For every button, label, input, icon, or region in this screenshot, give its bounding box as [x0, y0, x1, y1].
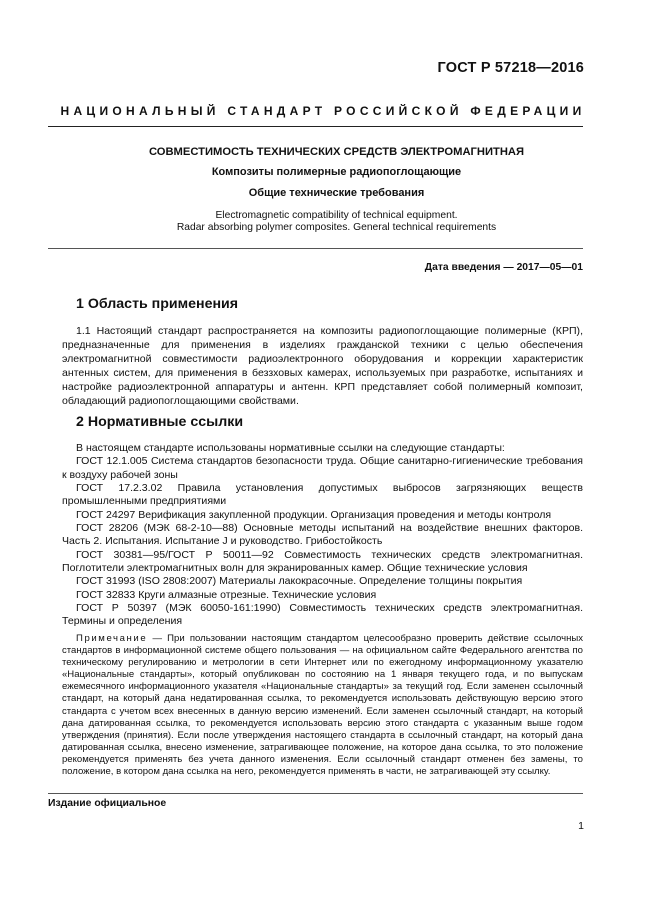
divider: [48, 248, 583, 249]
reference-item: ГОСТ 17.2.3.02 Правила установления допустимых выбросов загрязняющих веществ промышленными предприятиями: [62, 482, 583, 508]
standard-subtitle: Композиты полимерные радиопоглощающие: [211, 166, 462, 178]
reference-item: ГОСТ 24297 Верификация закупленной продукции. Организация проведения и методы контроля: [76, 508, 552, 521]
reference-item: ГОСТ 28206 (МЭК 68-2-10—88) Основные методы испытаний на воздействие внешних факторов. Часть 2. Испытания. Испытание J и руководство. Грибостойкость: [62, 522, 583, 548]
reference-item: ГОСТ 12.1.005 Система стандартов безопасности труда. Общие санитарно-гигиенические требования к воздуху рабочей зоны: [62, 455, 583, 481]
section-2-heading: 2 Нормативные ссылки: [76, 414, 244, 430]
standard-title: СОВМЕСТИМОСТЬ ТЕХНИЧЕСКИХ СРЕДСТВ ЭЛЕКТРОМАГНИТНАЯ: [148, 146, 525, 158]
english-title-line-1: Electromagnetic compatibility of technical equipment.: [215, 210, 458, 221]
introduction-date: Дата введения — 2017—05—01: [424, 262, 583, 273]
note-label: Примечание: [76, 633, 148, 644]
section-1-paragraph: 1.1 Настоящий стандарт распространяется на композиты радиопоглощающие полимерные (КРП), предназначенные для применения в изделиях гражданской техники с целью обеспечения электромагнитной совместимости радиоэлектронного оборудования и коррекции характеристик антенных систем, для применения в беззховых камерах, используемых при разработке, испытаниях и настройке радиоэлектронной аппаратуры и антенн. КРП представляет собой полимерный композит, обладающий радиопоглощающими свойствами.: [62, 325, 583, 407]
reference-item: ГОСТ 30381—95/ГОСТ Р 50011—92 Совместимость технических средств электромагнитная. Поглотители электромагнитных волн для экранированных камер. Общие технические условия: [62, 548, 583, 575]
divider: [48, 126, 583, 127]
normative-references-list: [62, 442, 583, 629]
document-code: ГОСТ Р 57218—2016: [437, 60, 584, 76]
reference-item: ГОСТ Р 50397 (МЭК 60050-161:1990) Совместимость технических средств электромагнитная. Термины и определения: [62, 602, 583, 628]
reference-item: ГОСТ 31993 (ISO 2808:2007) Материалы лакокрасочные. Определение толщины покрытия: [76, 575, 523, 588]
section-1-body: [62, 325, 583, 408]
page-number: 1: [578, 820, 584, 832]
note-text: — При пользовании настоящим стандартом целесообразно проверить действие ссылочных стандартов в информационной системе общего пользования — на официальном сайте Федерального агентства по техническому регулированию и метрологии в сети Интернет или по ежегодному информационному указателю «Национальные стандарты», который опубликован по состоянию на 1 января текущего года, и по выпускам ежемесячного информационного указателя «Национальные стандарты» за текущий год. Если заменен ссылочный стандарт, на который дана недатированная ссылка, то рекомендуется использовать действующую версию этого стандарта с учетом всех внесенных в данную версию изменений. Если заменен ссылочный стандарт, на который дана датированная ссылка, то рекомендуется использовать версию этого стандарта с указанным выше годом утверждения (принятия). Если после утверждения настоящего стандарта в ссылочный стандарт, на который дана датированная ссылка, внесено изменение, затрагивающее положение, на которое дана ссылка, то это положение рекомендуется применять без учета данного изменения. Если ссылочный стандарт отменен без замены, то положение, в котором дана ссылка на него, рекомендуется применять в части, не затрагивающей эту ссылку.: [62, 633, 583, 778]
section-1-heading: 1 Область применения: [76, 296, 239, 312]
national-standard-heading: НАЦИОНАЛЬНЫЙ СТАНДАРТ РОССИЙСКОЙ ФЕДЕРАЦИИ: [60, 104, 586, 118]
note-block: [62, 633, 583, 778]
official-edition-label: Издание официальное: [48, 798, 167, 809]
standard-subtitle-requirements: Общие технические требования: [248, 187, 425, 199]
references-intro: В настоящем стандарте использованы нормативные ссылки на следующие стандарты:: [76, 442, 505, 454]
english-title-line-2: Radar absorbing polymer composites. General technical requirements: [176, 222, 497, 233]
reference-item: ГОСТ 32833 Круги алмазные отрезные. Технические условия: [76, 588, 377, 601]
footer-divider: [48, 793, 583, 794]
